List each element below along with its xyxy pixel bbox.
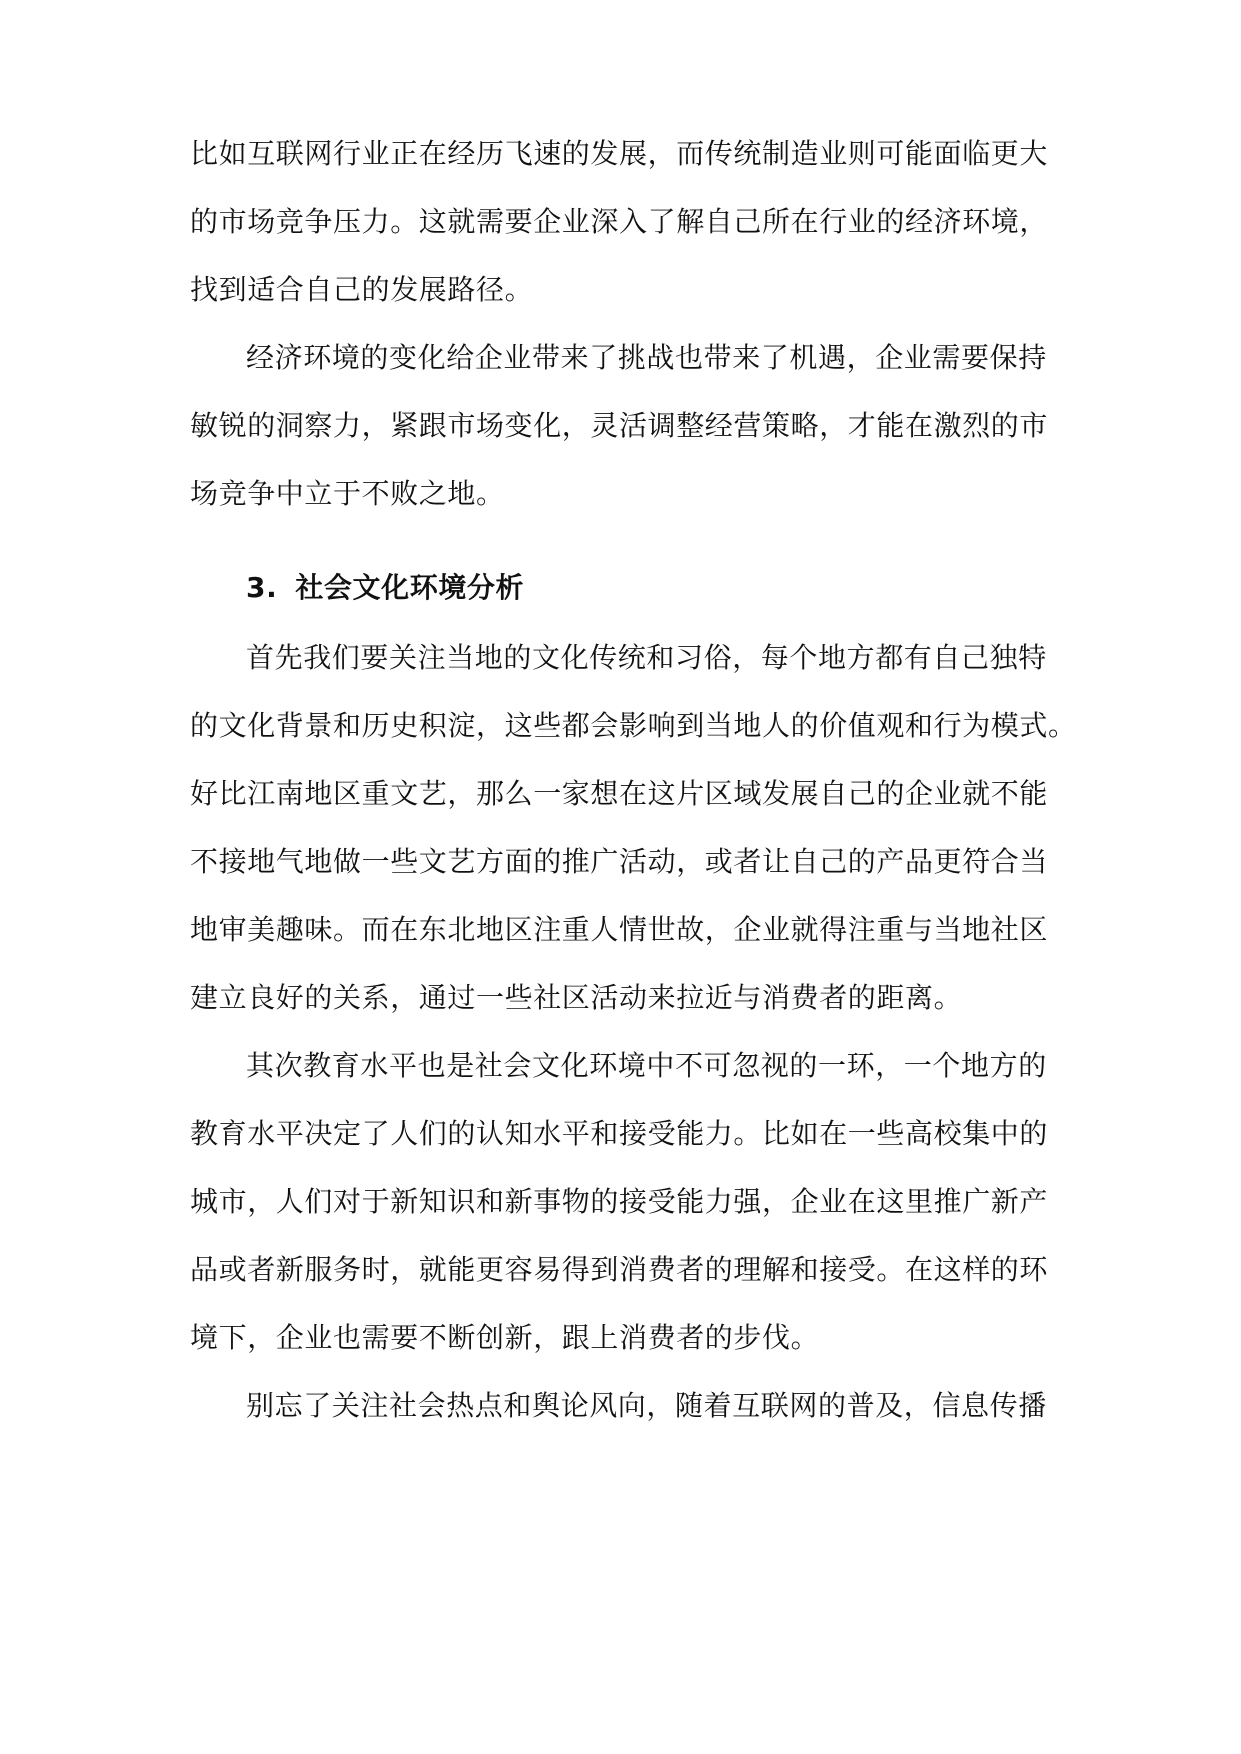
section-paragraph-3-line-1: 别忘了关注社会热点和舆论风向，随着互联网的普及，信息传播 <box>246 1389 1047 1422</box>
section-paragraph-1-line-1: 首先我们要关注当地的文化传统和习俗，每个地方都有自己独特 <box>246 641 1047 674</box>
section-paragraph-2-line-3: 城市，人们对于新知识和新事物的接受能力强，企业在这里推广新产 <box>190 1185 1049 1218</box>
section-paragraph-1-line-5: 地审美趣味。而在东北地区注重人情世故，企业就得注重与当地社区 <box>190 913 1049 946</box>
section-paragraph-2-line-4: 品或者新服务时，就能更容易得到消费者的理解和接受。在这样的环 <box>190 1253 1049 1286</box>
section-paragraph-1-line-4: 不接地气地做一些文艺方面的推广活动，或者让自己的产品更符合当 <box>190 845 1049 878</box>
section-title: 社会文化环境分析 <box>295 571 525 604</box>
section-paragraph-1-line-3: 好比江南地区重文艺，那么一家想在这片区域发展自己的企业就不能 <box>190 777 1049 810</box>
section-paragraph-2-line-2: 教育水平决定了人们的认知水平和接受能力。比如在一些高校集中的 <box>190 1117 1049 1150</box>
paragraph-2-line-3: 场竞争中立于不败之地。 <box>190 477 505 510</box>
section-paragraph-1-line-6: 建立良好的关系，通过一些社区活动来拉近与消费者的距离。 <box>190 981 963 1014</box>
paragraph-1-line-1: 比如互联网行业正在经历飞速的发展，而传统制造业则可能面临更大 <box>190 137 1049 170</box>
paragraph-2-line-2: 敏锐的洞察力，紧跟市场变化，灵活调整经营策略，才能在激烈的市 <box>190 409 1049 442</box>
paragraph-1-line-3: 找到适合自己的发展路径。 <box>190 273 534 306</box>
section-number: 3. <box>246 571 278 604</box>
paragraph-1-line-2: 的市场竞争压力。这就需要企业深入了解自己所在行业的经济环境， <box>190 205 1049 238</box>
paragraph-2-line-1: 经济环境的变化给企业带来了挑战也带来了机遇，企业需要保持 <box>246 341 1047 374</box>
section-paragraph-2-line-1: 其次教育水平也是社会文化环境中不可忽视的一环，一个地方的 <box>246 1049 1047 1082</box>
section-heading <box>246 550 846 626</box>
section-paragraph-1-line-2: 的文化背景和历史积淀，这些都会影响到当地人的价值观和行为模式。 <box>190 709 1077 742</box>
section-paragraph-2-line-5: 境下，企业也需要不断创新，跟上消费者的步伐。 <box>190 1321 820 1354</box>
